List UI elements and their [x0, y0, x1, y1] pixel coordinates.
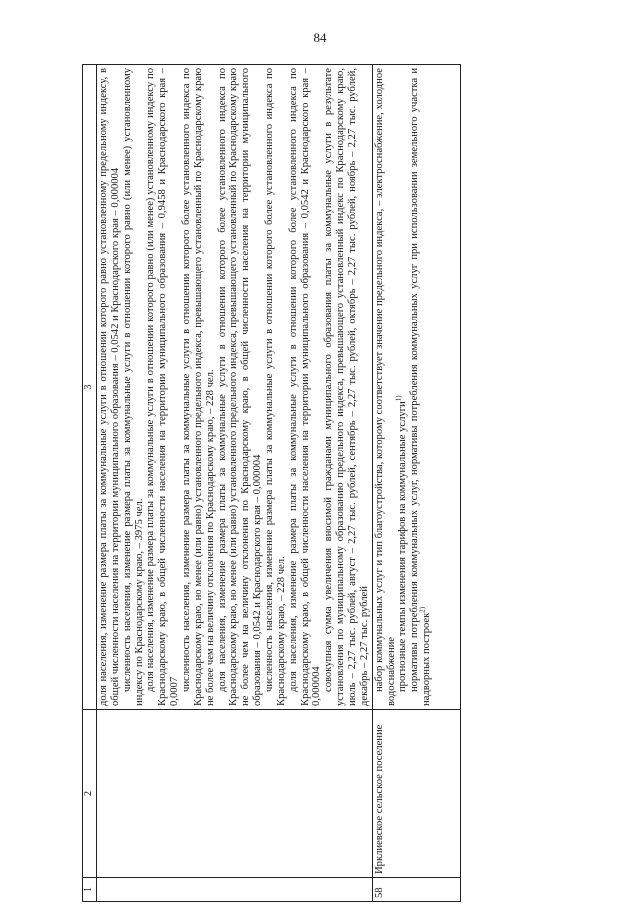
page-number: 84 [313, 30, 327, 45]
footnote-mark: 1) [394, 395, 403, 402]
paragraph: нормативы потребления коммунальных услуг, нормативы потребления коммунальных услуг при использовании земельного участка и надворных построек$^{2)}$ [409, 68, 433, 706]
paragraph: доля населения, изменение размера платы за коммунальные услуги в отношении которого более установленного индекса по Краснодарскому краю, но менее (или равно) установленного предельного индекса, превышающего установленный по Краснодарскому краю не более чем на величину отклонения по Краснодарскому краю, в общей численности населения на территории муниципального образования – 0,0542 и Краснодарского края – 0,000004 [216, 68, 264, 706]
rotated-table-block [82, 64, 560, 902]
paragraph: доля населения, изменение размера платы за коммунальные услуги в отношении которого более установленного индекса по Краснодарскому краю, в общей численности населения на территории муниципального образования – 0,0542 и Краснодарского края – 0,000004 [287, 68, 323, 706]
settlement-name: Ирклиевское сельское поселение [372, 710, 460, 878]
footnote-mark: 2) [418, 606, 427, 613]
row-number: 58 [372, 878, 460, 902]
continuation-cell [97, 65, 373, 710]
paragraph: численность населения, изменение размера платы за коммунальные услуги в отношении которого более установленного индекса по Краснодарскому краю, – 228 чел. [264, 68, 287, 706]
table-row-continuation [97, 65, 373, 902]
header-col-1: 1 [83, 878, 97, 902]
paragraph: набор коммунальных услуг и тип благоустройства, которому соответствует значение предельного индекса, – электроснабжение, холодное водоснабжение [373, 68, 397, 706]
paragraph: численность населения, изменение размера платы за коммунальные услуги в отношении которого более установленного индекса по Краснодарскому краю, но менее (или равно) установленного предельного индекса, превышающего установленный по Краснодарскому краю не более чем на величину отклонения по Краснодарскому краю, – 228 чел. [181, 68, 216, 706]
row58-details [372, 65, 460, 710]
paragraph: численность населения, изменение размера платы за коммунальные услуги в отношении которого равно (или менее) установленному индексу по Краснодарскому краю, – 3975 чел. [121, 68, 145, 706]
paragraph: совокупная сумма увеличения вносимой гражданами муниципального образования платы за коммунальные услуги в результате установления по муниципальному образованию предельного индекса, превышающего установленный индекс по Краснодарскому краю, июль – 2,27 тыс. рублей, август – 2,27 тыс. рублей, сентябрь – 2,27 тыс. рублей, октябрь – 2,27 тыс. рублей, ноябрь – 2,27 тыс. рублей, декабрь – 2,27 тыс. рублей [323, 68, 370, 706]
header-col-2: 2 [83, 710, 97, 878]
header-col-3: 3 [83, 65, 97, 710]
paragraph: доля населения, изменение размера платы за коммунальные услуги в отношении которого равно установленному предельному индексу, в общей численности населения на территории муниципального образования – 0,0542 и Краснодарского края – 0,000004 [98, 68, 121, 706]
paragraph: прогнозные темпы изменения тарифов на коммунальные услуги$^{1)}$ [394, 395, 409, 692]
paragraph: доля населения, изменение размера платы за коммунальные услуги в отношении которого равно (или менее) установленному индексу по Краснодарскому краю, в общей численности населения на территории муниципального образования – 0,9458 и Краснодарского края – 0,0007 [145, 68, 181, 706]
data-table [82, 64, 461, 902]
table-row-58 [372, 65, 460, 902]
table-header-row [83, 65, 97, 902]
